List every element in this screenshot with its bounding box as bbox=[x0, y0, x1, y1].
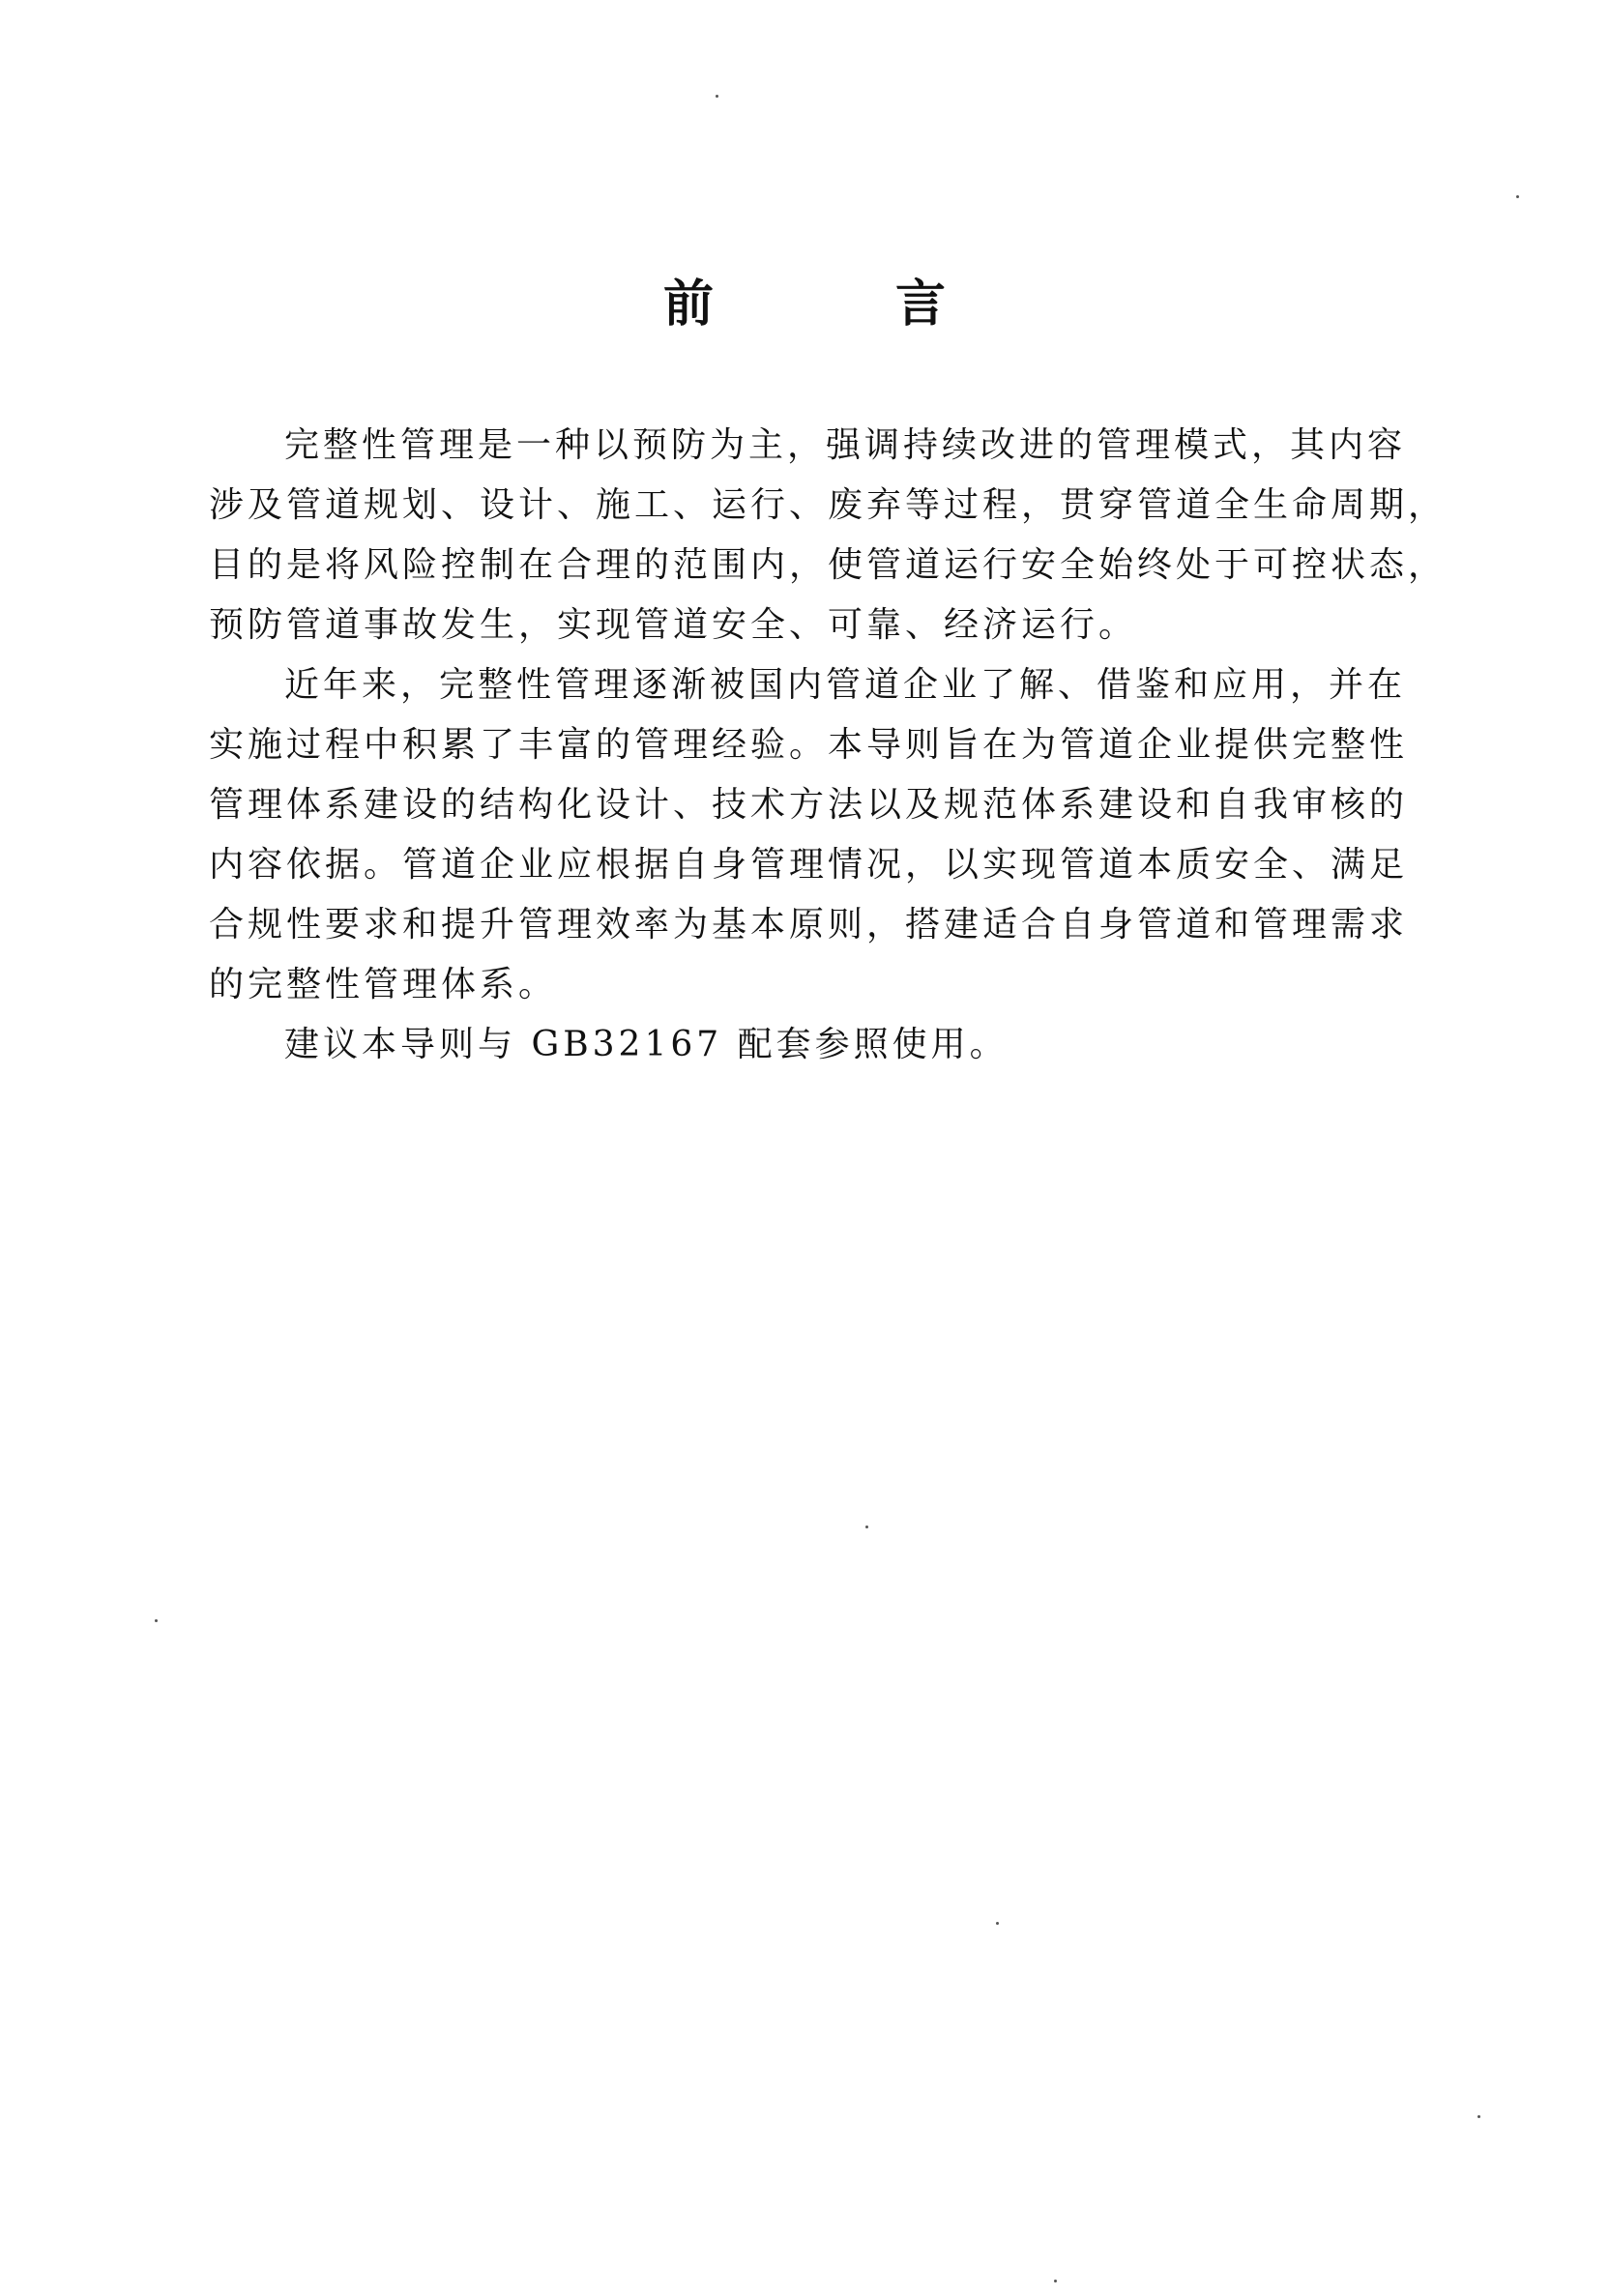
scan-speck bbox=[1477, 2115, 1480, 2118]
scan-speck bbox=[1054, 2280, 1057, 2282]
text-line: 内容依据。管道企业应根据自身管理情况，以实现管道本质安全、满足 bbox=[209, 845, 1409, 885]
text-line: 预防管道事故发生，实现管道安全、可靠、经济运行。 bbox=[209, 605, 1138, 645]
paragraph-2 bbox=[209, 655, 1409, 1015]
text-line: 合规性要求和提升管理效率为基本原则，搭建适合自身管道和管理需求 bbox=[209, 905, 1409, 945]
scan-speck bbox=[865, 1526, 868, 1528]
text-line: 目的是将风险控制在合理的范围内，使管道运行安全始终处于可控状态， bbox=[209, 545, 1448, 585]
paragraph-3 bbox=[209, 1015, 1396, 1075]
text-line: 近年来，完整性管理逐渐被国内管道企业了解、借鉴和应用，并在 bbox=[284, 665, 1407, 705]
text-line: 涉及管道规划、设计、施工、运行、废弃等过程，贯穿管道全生命周期， bbox=[209, 485, 1448, 525]
text-line: 建议本导则与 GB32167 配套参照使用。 bbox=[284, 1025, 1009, 1064]
scan-speck bbox=[155, 1619, 158, 1622]
paragraph-1 bbox=[209, 416, 1448, 655]
scan-speck bbox=[716, 95, 718, 98]
scan-speck bbox=[1516, 195, 1519, 198]
text-line: 的完整性管理体系。 bbox=[209, 965, 558, 1004]
scan-speck bbox=[996, 1922, 999, 1925]
text-line: 完整性管理是一种以预防为主，强调持续改进的管理模式，其内容 bbox=[284, 425, 1407, 465]
document-body bbox=[209, 416, 1448, 1075]
text-line: 实施过程中积累了丰富的管理经验。本导则旨在为管道企业提供完整性 bbox=[209, 725, 1409, 765]
text-line: 管理体系建设的结构化设计、技术方法以及规范体系建设和自我审核的 bbox=[209, 785, 1409, 825]
page-title: 前 言 bbox=[662, 275, 1011, 334]
